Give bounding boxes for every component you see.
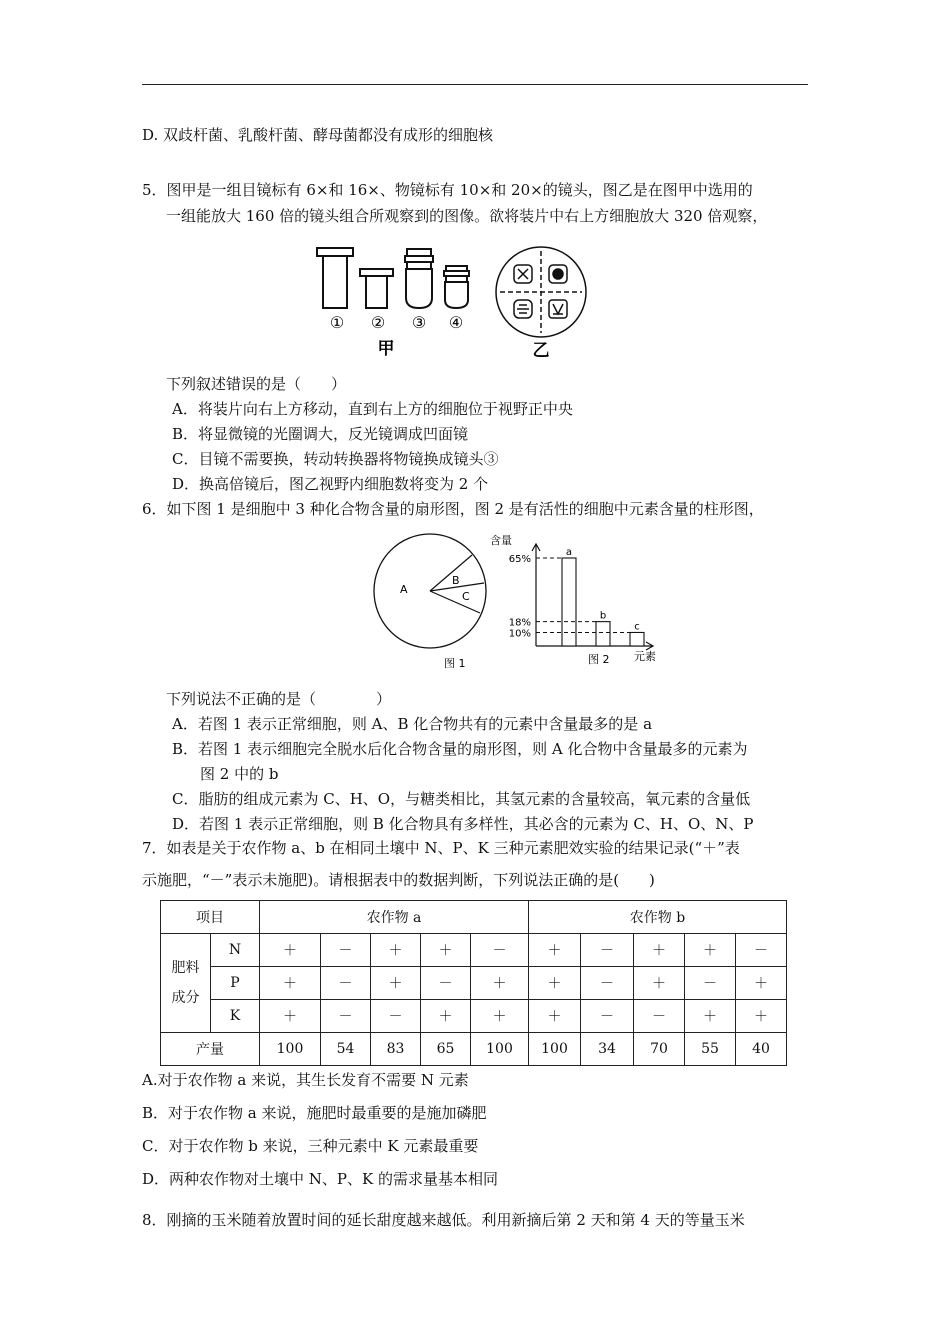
table-row-yield bbox=[161, 1033, 787, 1066]
table-row-p bbox=[161, 967, 787, 1000]
q6-option-d: D．若图 1 表示正常细胞，则 B 化合物具有多样性，其必含的元素为 C、H、O、N、P bbox=[172, 815, 754, 833]
q6-option-b-cont: 图 2 中的 b bbox=[200, 765, 279, 783]
table-cell: － bbox=[736, 934, 787, 967]
bar-b bbox=[596, 622, 610, 646]
q7-option-c: C．对于农作物 b 来说，三种元素中 K 元素最重要 bbox=[142, 1137, 479, 1155]
fig1-label-c: C bbox=[462, 590, 470, 603]
q7-option-b: B．对于农作物 a 来说，施肥时最重要的是施加磷肥 bbox=[142, 1104, 487, 1122]
q5-prompt: 下列叙述错误的是（ ） bbox=[166, 375, 347, 393]
table-row-n bbox=[161, 934, 787, 967]
chart-caption: 图 2 bbox=[588, 653, 610, 666]
table-cell: 100 bbox=[260, 1033, 321, 1066]
q7-option-d: D．两种农作物对土壤中 N、P、K 的需求量基本相同 bbox=[142, 1170, 498, 1188]
table-cell: ＋ bbox=[260, 1000, 321, 1033]
header-crop-b: 农作物 b bbox=[529, 901, 787, 934]
lens-1-icon bbox=[317, 248, 353, 308]
table-cell: ＋ bbox=[736, 967, 787, 1000]
row-name-n: N bbox=[211, 934, 260, 967]
q6-fig1-pie bbox=[372, 530, 502, 672]
bar-label-a: a bbox=[565, 547, 573, 558]
y-tick-label: 10% bbox=[508, 628, 531, 640]
table-header-row bbox=[161, 901, 787, 934]
header-item: 项目 bbox=[161, 901, 260, 934]
table-cell: ＋ bbox=[371, 967, 421, 1000]
q6-prompt: 下列说法不正确的是（ ） bbox=[166, 690, 392, 708]
lens-4-icon bbox=[444, 266, 469, 308]
bar-label-b: b bbox=[599, 610, 607, 622]
q6-option-a: A．若图 1 表示正常细胞，则 A、B 化合物共有的元素中含量最多的是 a bbox=[172, 715, 653, 733]
q5-option-c: C．目镜不需要换，转动转换器将物镜换成镜头③ bbox=[172, 450, 499, 468]
table-cell: 70 bbox=[634, 1033, 685, 1066]
table-cell: 100 bbox=[529, 1033, 581, 1066]
lens-label-3: ③ bbox=[411, 313, 427, 332]
q4-option-d: D. 双歧杆菌、乳酸杆菌、酵母菌都没有成形的细胞核 bbox=[142, 126, 494, 144]
q7-option-a: A.对于农作物 a 来说，其生长发育不需要 N 元素 bbox=[142, 1071, 469, 1089]
row-name-k: K bbox=[211, 1000, 260, 1033]
table-cell: ＋ bbox=[685, 1000, 736, 1033]
q5-option-b: B．将显微镜的光圈调大，反光镜调成凹面镜 bbox=[172, 425, 469, 443]
lens-2-icon bbox=[360, 269, 393, 308]
chart-xlabel: 元素 bbox=[634, 650, 656, 663]
table-cell: － bbox=[581, 1000, 634, 1033]
fertilizer-label-1: 肥料 bbox=[171, 960, 200, 976]
table-cell: ＋ bbox=[471, 967, 529, 1000]
fig1-label-b: B bbox=[452, 574, 460, 587]
table-cell: 54 bbox=[321, 1033, 371, 1066]
table-cell: ＋ bbox=[736, 1000, 787, 1033]
table-cell: 40 bbox=[736, 1033, 787, 1066]
table-cell: 83 bbox=[371, 1033, 421, 1066]
caption-jia: 甲 bbox=[377, 339, 395, 359]
table-cell: － bbox=[321, 967, 371, 1000]
table-cell: 65 bbox=[421, 1033, 471, 1066]
table-cell: ＋ bbox=[471, 1000, 529, 1033]
fertilizer-label bbox=[161, 934, 211, 1033]
table-cell: － bbox=[581, 967, 634, 1000]
table-cell: ＋ bbox=[529, 1000, 581, 1033]
lens-label-4: ④ bbox=[448, 313, 464, 332]
table-cell: ＋ bbox=[634, 967, 685, 1000]
header-crop-a: 农作物 a bbox=[260, 901, 529, 934]
chart-ylabel: 含量 bbox=[490, 534, 512, 547]
row-name-p: P bbox=[211, 967, 260, 1000]
table-cell: ＋ bbox=[421, 934, 471, 967]
q7-stem-line2: 示施肥，“－”表示未施肥)。请根据表中的数据判断，下列说法正确的是( ) bbox=[142, 871, 655, 889]
table-cell: － bbox=[685, 967, 736, 1000]
lens-label-1: ① bbox=[329, 313, 345, 332]
table-cell: － bbox=[371, 1000, 421, 1033]
lens-label-2: ② bbox=[370, 313, 386, 332]
q5-stem-line1: 5．图甲是一组目镜标有 6×和 16×、物镜标有 10×和 20×的镜头，图乙是在图甲中选用的 bbox=[142, 181, 753, 199]
table-cell: － bbox=[471, 934, 529, 967]
table-cell: ＋ bbox=[260, 967, 321, 1000]
q5-figure-lenses bbox=[300, 238, 610, 364]
table-cell: 55 bbox=[685, 1033, 736, 1066]
q6-stem: 6．如下图 1 是细胞中 3 种化合物含量的扇形图，图 2 是有活性的细胞中元素含量的柱形图， bbox=[142, 500, 764, 518]
table-cell: ＋ bbox=[529, 934, 581, 967]
q6-fig2-bar-chart bbox=[488, 530, 668, 672]
fertilizer-label-2: 成分 bbox=[171, 990, 200, 1006]
q6-option-b: B．若图 1 表示细胞完全脱水后化合物含量的扇形图，则 A 化合物中含量最多的元素为 bbox=[172, 740, 748, 758]
table-cell: ＋ bbox=[634, 934, 685, 967]
yield-label: 产量 bbox=[161, 1033, 260, 1066]
q5-option-d: D．换高倍镜后，图乙视野内细胞数将变为 2 个 bbox=[172, 475, 489, 493]
y-tick-label: 18% bbox=[508, 617, 531, 629]
header-rule bbox=[142, 84, 808, 85]
table-cell: ＋ bbox=[685, 934, 736, 967]
field-of-view-icon bbox=[496, 247, 586, 337]
fig1-caption: 图 1 bbox=[444, 657, 466, 670]
table-cell: － bbox=[421, 967, 471, 1000]
table-cell: － bbox=[634, 1000, 685, 1033]
table-cell: － bbox=[321, 934, 371, 967]
table-cell: － bbox=[321, 1000, 371, 1033]
table-cell: ＋ bbox=[421, 1000, 471, 1033]
table-cell: ＋ bbox=[529, 967, 581, 1000]
q8-stem: 8．刚摘的玉米随着放置时间的延长甜度越来越低。利用新摘后第 2 天和第 4 天的等量玉米 bbox=[142, 1211, 745, 1229]
lens-3-icon bbox=[405, 249, 433, 308]
y-tick-label: 65% bbox=[508, 554, 531, 565]
table-cell: 34 bbox=[581, 1033, 634, 1066]
table-cell: ＋ bbox=[260, 934, 321, 967]
table-row-k bbox=[161, 1000, 787, 1033]
fertilizer-table bbox=[160, 900, 787, 1066]
table-cell: 100 bbox=[471, 1033, 529, 1066]
table-cell: － bbox=[581, 934, 634, 967]
bar-label-c: c bbox=[634, 621, 640, 633]
q7-stem-line1: 7．如表是关于农作物 a、b 在相同土壤中 N、P、K 三种元素肥效实验的结果记录(“＋”表 bbox=[142, 839, 740, 857]
fig1-label-a: A bbox=[400, 583, 408, 596]
q5-stem-line2: 一组能放大 160 倍的镜头组合所观察到的图像。欲将装片中右上方细胞放大 320 倍观察， bbox=[166, 207, 768, 225]
table-cell: ＋ bbox=[371, 934, 421, 967]
q5-option-a: A．将装片向右上方移动，直到右上方的细胞位于视野正中央 bbox=[172, 400, 573, 418]
caption-yi: 乙 bbox=[532, 341, 550, 361]
bar-c bbox=[630, 632, 644, 646]
q6-option-c: C．脂肪的组成元素为 C、H、O，与糖类相比，其氢元素的含量较高，氧元素的含量低 bbox=[172, 790, 751, 808]
